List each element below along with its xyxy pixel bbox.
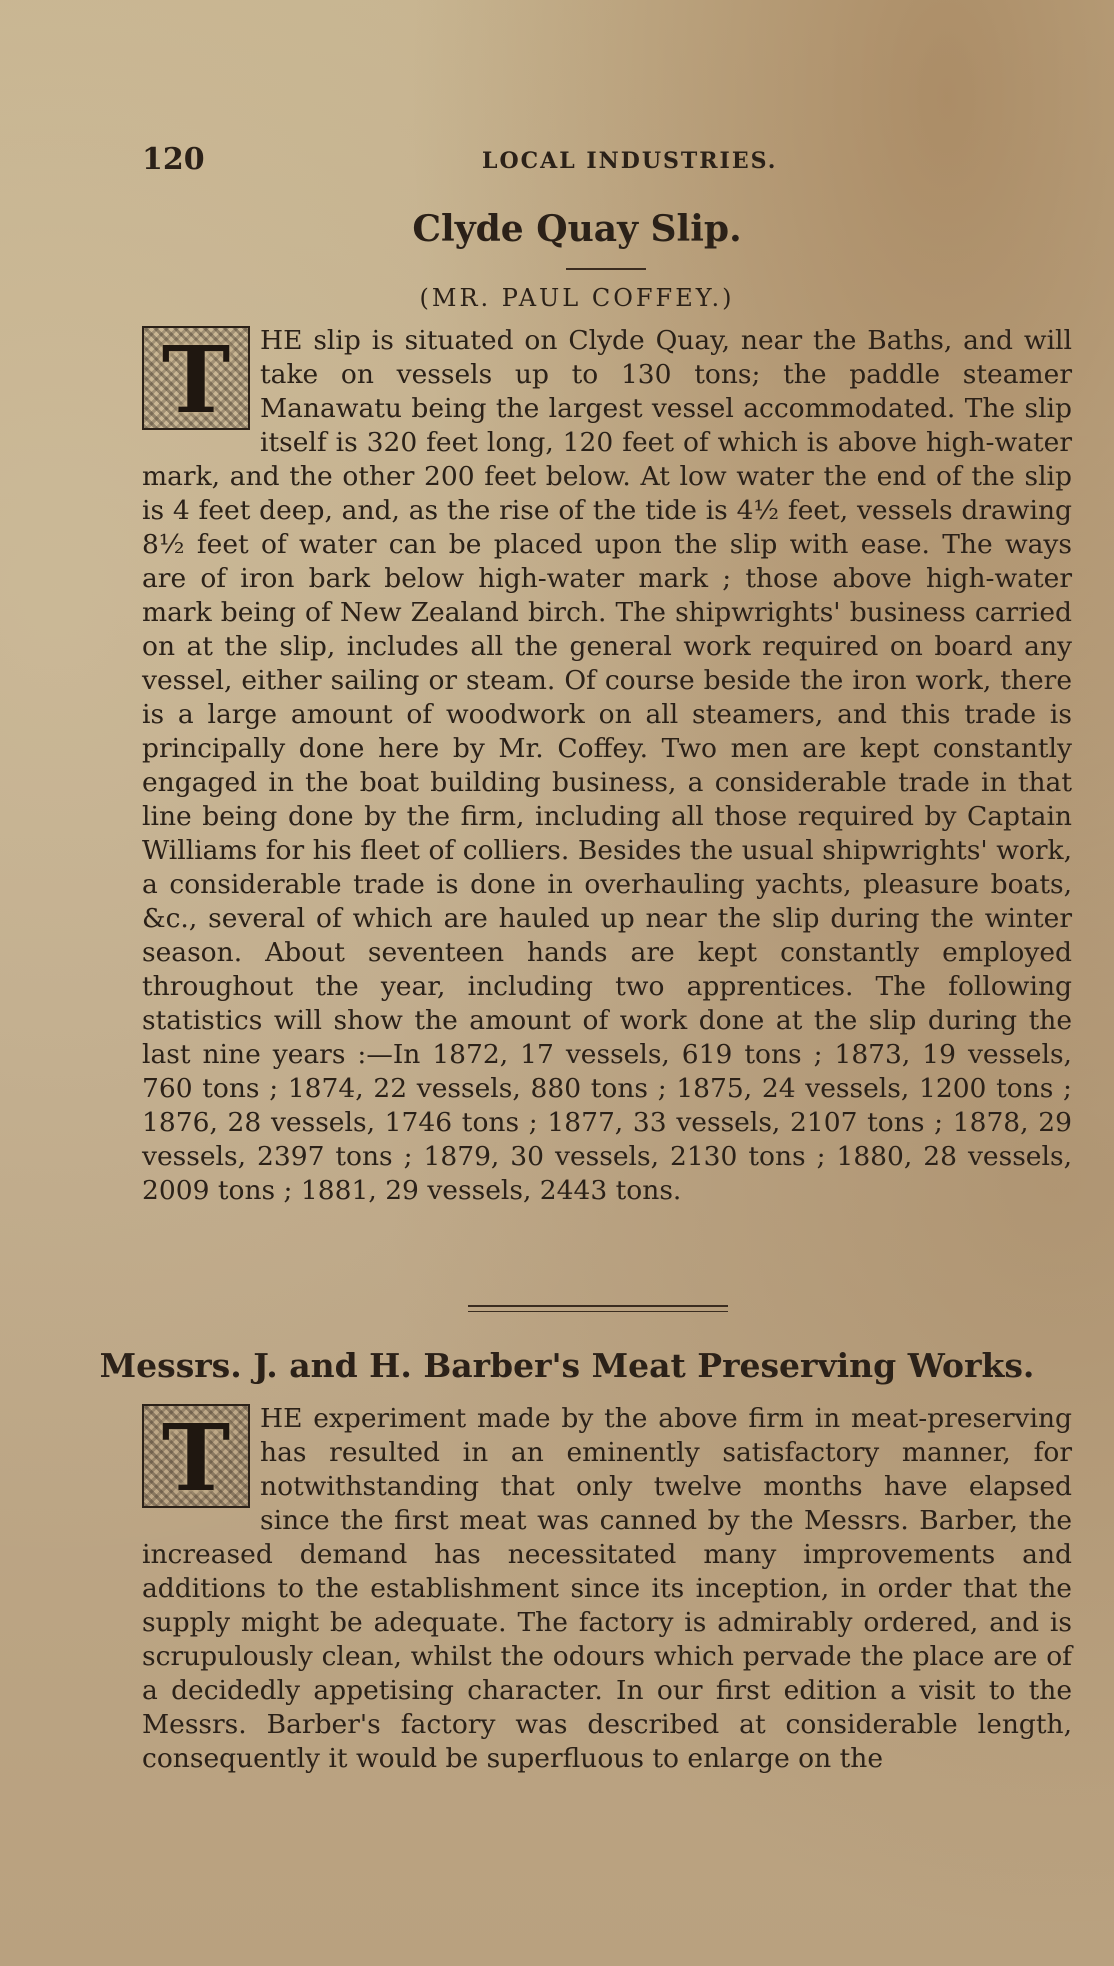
paragraph-text: HE experiment made by the above firm in meat-preserving has resulted in an eminently satisfactory manner, for notwithstanding that only twelve months have elapsed since the first meat was canned by the Messrs. Barber, the increased demand has necessitated many improvements and additions to the establishment since its inception, in order that the supply might be adequate. The factory is admirably ordered, and is scrupulously clean, whilst the odours which pervade the place are of a decidedly appetising character. In our first edition a visit to the Messrs. Barber's factory was described at considerable length, consequently it would be superfluous to enlarge on the: [142, 1403, 1072, 1774]
ornamental-dropcap: [142, 326, 250, 434]
section-body-clyde-quay-slip: [142, 324, 1072, 1208]
title-underline: [566, 268, 646, 270]
dropcap-letter: T: [161, 1404, 231, 1512]
section-title-barber-meat-works: Messrs. J. and H. Barber's Meat Preserving Works.: [99, 1346, 1035, 1385]
page-number: 120: [142, 142, 205, 177]
section-divider: [468, 1305, 728, 1312]
running-head: LOCAL INDUSTRIES.: [482, 148, 778, 174]
ornamental-dropcap: [142, 1404, 250, 1512]
paragraph-text: HE slip is situated on Clyde Quay, near the Baths, and will take on vessels up to 130 tons; the paddle steamer Manawatu being the largest vessel accommodated. The slip itself is 320 feet long, 120 feet of which is above high-water mark, and the other 200 feet below. At low water the end of the slip is 4 feet deep, and, as the rise of the tide is 4½ feet, vessels drawing 8½ feet of water can be placed upon the slip with ease. The ways are of iron bark below high-water mark ; those above high-water mark being of New Zealand birch. The shipwrights' business carried on at the slip, includes all the general work required on board any vessel, either sailing or steam. Of course beside the iron work, there is a large amount of woodwork on all steamers, and this trade is principally done here by Mr. Coffey. Two men are kept constantly engaged in the boat building business, a considerable trade in that line being done by the firm, including all those required by Captain Williams for his fleet of colliers. Besides the usual shipwrights' work, a considerable trade is done in overhauling yachts, pleasure boats, &c., several of which are hauled up near the slip during the winter season. About seventeen hands are kept constantly employed throughout the year, including two apprentices. The following statistics will show the amount of work done at the slip during the last nine years :—In 1872, 17 vessels, 619 tons ; 1873, 19 vessels, 760 tons ; 1874, 22 vessels, 880 tons ; 1875, 24 vessels, 1200 tons ; 1876, 28 vessels, 1746 tons ; 1877, 33 vessels, 2107 tons ; 1878, 29 vessels, 2397 tons ; 1879, 30 vessels, 2130 tons ; 1880, 28 vessels, 2009 tons ; 1881, 29 vessels, 2443 tons.: [142, 325, 1072, 1206]
page-header: [142, 142, 1072, 182]
section-byline: (MR. PAUL COFFEY.): [419, 284, 735, 312]
section-body-barber-meat-works: [142, 1402, 1072, 1776]
section-title-clyde-quay-slip: Clyde Quay Slip.: [412, 208, 742, 250]
dropcap-letter: T: [161, 326, 231, 434]
